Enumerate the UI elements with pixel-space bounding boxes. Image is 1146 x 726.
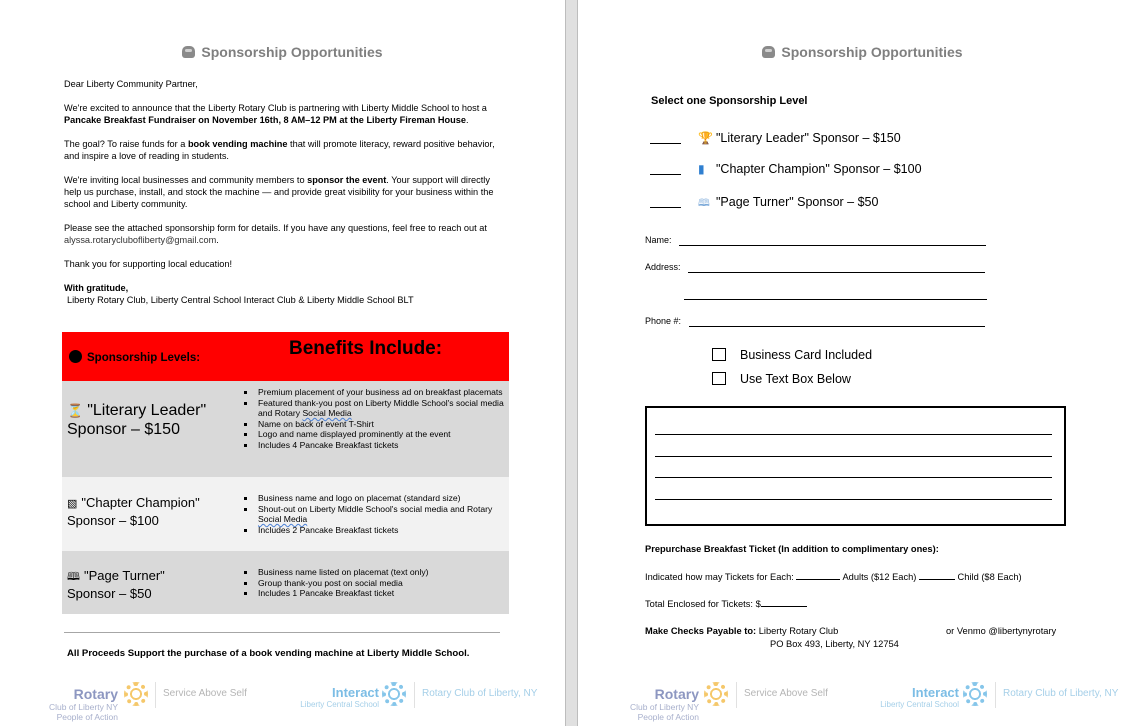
- page-gutter: [565, 0, 578, 726]
- interact-wordmark: Interact: [332, 685, 379, 700]
- page-1: [0, 0, 565, 726]
- event-details: Pancake Breakfast Fundraiser on November 16th, 8 AM–12 PM at the Liberty Fireman House: [64, 115, 466, 125]
- rotary-wheel-icon: [704, 682, 728, 706]
- option-page-turner[interactable]: [650, 195, 878, 213]
- interact-wordmark: Interact: [912, 685, 959, 700]
- rotary-motto: People of Action: [56, 712, 118, 722]
- total-blank[interactable]: [761, 597, 807, 607]
- benefits-list: [242, 493, 508, 535]
- benefit-item: ▪ Premium placement of your business ad on breakfast placemats: [256, 387, 508, 398]
- interact-logo: [279, 686, 379, 710]
- footer-logos: [579, 682, 1146, 726]
- separator: [414, 682, 415, 708]
- option-label: "Page Turner" Sponsor – $50: [716, 195, 879, 209]
- text: that will promote literacy, reward positive behavior, and inspire a love of reading in students.: [64, 139, 495, 161]
- proceeds-note: All Proceeds Support the purchase of a book vending machine at Liberty Middle School.: [67, 648, 470, 659]
- level-price: Sponsor – $150: [67, 421, 180, 438]
- child-label: Child ($8 Each): [954, 572, 1022, 582]
- paragraph-contact: [64, 222, 504, 246]
- text: .: [216, 235, 219, 245]
- level-row-page-turner: [62, 551, 509, 614]
- levels-header-text: Sponsorship Levels:: [87, 352, 201, 364]
- interact-wheel-icon: [963, 682, 987, 706]
- contact-email[interactable]: alyssa.rotaryclubofliberty@gmail.com: [64, 235, 217, 245]
- benefit-item: ▪ Business name and logo on placemat (standard size): [256, 493, 508, 504]
- levels-header-left: [70, 351, 200, 364]
- address-label: Address:: [645, 262, 681, 272]
- checks-label: Make Checks Payable to:: [645, 626, 757, 636]
- benefit-item: ▪ Logo and name displayed prominently at the event: [256, 429, 508, 440]
- paragraph-goal: [64, 138, 504, 162]
- level-title-text: "Page Turner": [83, 568, 165, 583]
- option-chapter-champion[interactable]: [650, 162, 922, 176]
- benefit-item: ▪ Name on back of event T-Shirt: [256, 419, 508, 430]
- trophy-icon: ⏳: [67, 403, 84, 418]
- footer-logos: [0, 682, 565, 726]
- benefit-item: ▪ Includes 2 Pancake Breakfast tickets: [256, 525, 508, 536]
- trophy-icon: 🏆: [698, 131, 713, 145]
- writing-line: [655, 477, 1052, 478]
- option-label: "Literary Leader" Sponsor – $150: [716, 131, 901, 145]
- payment-info: [645, 625, 1057, 650]
- interact-wheel-icon: [382, 682, 406, 706]
- divider: [64, 632, 500, 633]
- benefits-list: [242, 387, 508, 450]
- signers: Liberty Rotary Club, Liberty Central School Interact Club & Liberty Middle School BLT: [67, 295, 414, 305]
- rotary-tagline: Service Above Self: [744, 688, 828, 699]
- checks-payee: Liberty Rotary Club: [758, 626, 839, 636]
- spellcheck-text: Social Media: [302, 408, 352, 418]
- separator: [995, 682, 996, 708]
- business-card-option[interactable]: [712, 348, 872, 362]
- sponsorship-levels-table: [62, 332, 509, 614]
- option-label: "Chapter Champion" Sponsor – $100: [716, 162, 922, 176]
- open-book-icon: 🕮: [67, 571, 80, 583]
- level-title-text: "Literary Leader": [87, 402, 207, 419]
- text-box-option[interactable]: [712, 372, 851, 386]
- interact-tagline: Rotary Club of Liberty, NY: [1003, 688, 1119, 699]
- tickets-label: Indicated how may Tickets for Each:: [645, 572, 797, 582]
- rotary-wordmark: Rotary: [73, 686, 118, 702]
- total-line: [645, 597, 807, 609]
- use-text-box-checkbox[interactable]: [712, 372, 726, 385]
- level-name: [67, 568, 165, 601]
- blue-book-icon: ▮: [698, 162, 705, 176]
- child-tickets-blank[interactable]: [919, 570, 955, 580]
- writing-line: [655, 456, 1052, 457]
- document-title-text: Sponsorship Opportunities: [201, 44, 383, 60]
- benefits-header: Benefits Include:: [289, 338, 443, 359]
- writing-line: [655, 434, 1052, 435]
- interact-school: Liberty Central School: [880, 700, 959, 709]
- rotary-logo: [549, 686, 699, 722]
- level-row-literary-leader: [62, 381, 509, 477]
- address-line-2[interactable]: [684, 299, 987, 300]
- rotary-club-name: Club of Liberty NY: [49, 702, 118, 712]
- benefits-list: [242, 567, 508, 599]
- levels-table-header: [62, 332, 509, 381]
- notebook-icon: ▧: [67, 498, 78, 510]
- rotary-wordmark: Rotary: [654, 686, 699, 702]
- paragraph-invite: [64, 174, 504, 210]
- rotary-logo: [0, 686, 118, 722]
- select-level-title: Select one Sponsorship Level: [651, 95, 808, 107]
- selection-blank[interactable]: [650, 164, 681, 175]
- level-title: [67, 401, 206, 420]
- text: We're inviting local businesses and community members to: [64, 175, 308, 185]
- document-title: [579, 44, 1146, 60]
- address-line-1[interactable]: [688, 272, 985, 273]
- name-field[interactable]: [645, 235, 672, 245]
- rotary-club-name: Club of Liberty NY: [630, 702, 699, 712]
- name-label: Name:: [645, 235, 672, 245]
- benefit-item: [256, 504, 508, 525]
- pancake-icon: [762, 46, 775, 58]
- checkbox-label: Business Card Included: [740, 348, 873, 362]
- separator: [736, 682, 737, 708]
- total-label: Total Enclosed for Tickets: $: [645, 599, 761, 609]
- address-field[interactable]: [645, 262, 681, 272]
- level-row-chapter-champion: [62, 477, 509, 551]
- mailing-address: PO Box 493, Liberty, NY 12754: [770, 638, 899, 649]
- prepurchase-title: Prepurchase Breakfast Ticket (In addition to complimentary ones):: [645, 544, 939, 554]
- benefit-item: ▪ Includes 1 Pancake Breakfast ticket: [256, 588, 508, 599]
- text: . Your support will directly help us purchase, install, and stock the machine — and provide great visibility for your business within the school and Liberty community.: [64, 175, 494, 209]
- venmo-handle: or Venmo @libertynyrotary: [946, 626, 1057, 636]
- writing-line: [655, 499, 1052, 500]
- level-title: [67, 495, 200, 513]
- rotary-tagline: Service Above Self: [163, 688, 247, 699]
- business-card-checkbox[interactable]: [712, 348, 726, 361]
- signoff: With gratitude,: [64, 283, 129, 293]
- document-title-text: Sponsorship Opportunities: [781, 44, 963, 60]
- rotary-motto: People of Action: [637, 712, 699, 722]
- text: .: [466, 115, 469, 125]
- signature: [64, 282, 504, 306]
- phone-label: Phone #:: [645, 316, 682, 326]
- interact-school: Liberty Central School: [300, 700, 379, 709]
- phone-field[interactable]: [645, 316, 681, 326]
- benefit-item: ▪ Business name listed on placemat (text only): [256, 567, 508, 578]
- pancake-icon: [182, 46, 195, 58]
- paragraph-announcement: [64, 102, 504, 126]
- interact-logo: [859, 686, 959, 710]
- letter-body: [64, 78, 504, 306]
- benefit-item: ▪ Group thank-you post on social media: [256, 578, 508, 589]
- document-title: [0, 44, 565, 60]
- adult-tickets-blank[interactable]: [796, 570, 840, 580]
- phone-line[interactable]: [689, 326, 985, 327]
- name-line[interactable]: [679, 245, 986, 246]
- invite-highlight: sponsor the event: [307, 175, 387, 185]
- selection-blank[interactable]: [650, 197, 681, 208]
- option-literary-leader[interactable]: [650, 131, 901, 145]
- separator: [155, 682, 156, 708]
- level-name: [67, 495, 200, 528]
- text: Shout-out on Liberty Middle School's social media and Rotary: [258, 503, 493, 514]
- selection-blank[interactable]: [650, 133, 681, 144]
- adults-label: Adults ($12 Each): [840, 572, 919, 582]
- goal-highlight: book vending machine: [187, 139, 288, 149]
- level-price: Sponsor – $100: [67, 512, 159, 528]
- spellcheck-text: Social Media: [258, 514, 308, 524]
- interact-tagline: Rotary Club of Liberty, NY: [422, 688, 538, 699]
- text: We're excited to announce that the Liberty Rotary Club is partnering with Liberty Middle School to host a: [64, 103, 487, 113]
- text: Featured thank-you post on Liberty Middle School's social media and Rotary: [258, 397, 504, 418]
- checkbox-label: Use Text Box Below: [740, 372, 851, 386]
- level-title: [67, 568, 165, 586]
- level-title-text: "Chapter Champion": [81, 495, 200, 510]
- greeting: Dear Liberty Community Partner,: [64, 79, 198, 89]
- rotary-wheel-icon: [124, 682, 148, 706]
- level-price: Sponsor – $50: [67, 585, 152, 601]
- page-2: [579, 0, 1146, 726]
- badge-icon: [70, 351, 81, 362]
- paragraph-thanks: Thank you for supporting local education!: [64, 259, 233, 269]
- open-book-icon: 🕮: [698, 198, 710, 209]
- benefit-item: ▪ Includes 4 Pancake Breakfast tickets: [256, 440, 508, 451]
- ad-text-box[interactable]: [645, 406, 1066, 526]
- benefit-item: [256, 398, 508, 419]
- text: The goal? To raise funds for a: [64, 139, 188, 149]
- ticket-count-line: [645, 570, 1022, 582]
- text: Please see the attached sponsorship form for details. If you have any questions, feel free to reach out at: [64, 223, 487, 233]
- level-name: [67, 401, 206, 439]
